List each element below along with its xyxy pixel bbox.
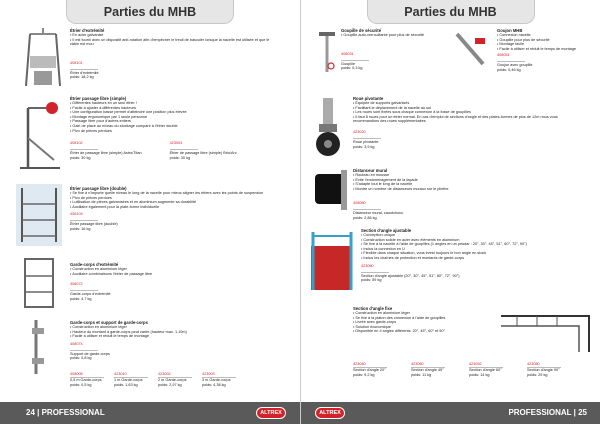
block-title: Section d'angle fixe: [353, 306, 393, 311]
article-weight: poids: 2,86 kg: [353, 215, 377, 220]
article-weight: poids: 14 kg: [469, 372, 490, 377]
block-stud: [497, 28, 597, 73]
right-page: [300, 0, 600, 424]
bullet: • Goupille auto-verrouillante pour plus de sécurité: [341, 33, 441, 38]
bullet: • Différentes hauteurs en un seul étrier !: [70, 101, 280, 106]
article-desc: 3 m Garde-corps: [202, 378, 231, 382]
bullet: • Inclus les chaînes de protection et montants de garde-corps: [361, 256, 591, 261]
block-title: Distanceur mural: [353, 168, 388, 173]
variant: [411, 362, 445, 377]
bullet: • Disponible en 4 angles différents: 20°, 45°, 60° et 90°: [353, 329, 493, 334]
block-end-stirrup: [70, 28, 275, 80]
block-title: Étrier d'extrémité: [70, 28, 105, 33]
block-title: Étrier passage libre (double): [70, 186, 127, 191]
divider: [361, 272, 389, 273]
bullet: • Auxiliaire combinaisons l'étrier de passage libre: [70, 272, 270, 277]
article-weight: poids: 4,38 kg: [202, 382, 226, 387]
fixed-corner-image: [497, 308, 593, 356]
article-desc: Distanceur mural, caoutchouc: [353, 211, 404, 216]
block-title: Étrier passage libre (simple): [70, 96, 127, 101]
footer-left: [0, 402, 300, 424]
block-title: Garde-corps d'extrémité: [70, 262, 119, 267]
bullet: • Construction en aluminium léger: [70, 267, 270, 272]
bullet: • Pivo de pièces perdues: [70, 196, 285, 201]
bullet: • Hauteur du montant à garde-corps peut varier (hauteur max. 1,10m): [70, 330, 275, 335]
bullet: • Construction en aluminium léger: [353, 311, 493, 316]
variant: [527, 362, 561, 377]
block-end-guardrail: [70, 262, 270, 301]
variant: [202, 372, 236, 387]
block-safety-pin: [341, 28, 441, 71]
bullet: • Auxiliaire également pour la plate-forme individuelle: [70, 205, 285, 210]
article-code: 423060: [361, 263, 374, 268]
article-code: 423003: [169, 141, 183, 146]
article-code: 408005: [70, 372, 104, 378]
article-desc: Étrier de passage libre (simple) Brio/Arc: [169, 151, 237, 156]
bullet: • Montre un nombre de distanceurs muraux sur le plinthe: [353, 187, 553, 192]
bullet: • Une configuration basse permet d'atteindre une position plus élevée: [70, 110, 280, 115]
article-code: 408101: [70, 60, 83, 65]
divider: [341, 60, 369, 61]
divider: [170, 149, 198, 150]
article-weight: poids: 59 kg: [361, 278, 382, 283]
adjustable-corner-image: [309, 226, 355, 298]
article-code: 423040: [353, 362, 387, 368]
bullet: • Les roues sont fixées sous chaque connexion à la fosse de goupilles: [353, 110, 578, 115]
article-desc: Section d'angle 45°: [411, 368, 444, 372]
bullet: • Flexible dans chaque situation, vous évest toujours le bon angle en stock: [361, 251, 591, 256]
block-adjustable-corner: [361, 228, 591, 283]
bullet: • Livrée avec garde-corps: [353, 320, 493, 325]
brand-logo: [315, 407, 345, 419]
bullet: • Goupille pour plus de sécurité: [497, 38, 597, 43]
bullet: • Solution économique: [353, 325, 493, 330]
bullet: • Facile à ajuster à différentes hauteurs: [70, 106, 280, 111]
article-code: 423020: [353, 129, 366, 134]
bullet: • Montage facile: [497, 42, 597, 47]
block-free-passage-double: [70, 186, 285, 232]
article-weight: poids: 0,46 kg: [497, 67, 521, 72]
article-weight: poids: 11 kg: [411, 372, 432, 377]
article-desc: Goupille: [341, 61, 355, 66]
logo-text: ALTREX: [319, 410, 341, 416]
block-title: Roue pivotante: [353, 96, 384, 101]
article-weight: poids: 9,2 kg: [353, 372, 375, 377]
page-title-right: Parties du MHB: [367, 0, 535, 24]
article-desc: Garde-corps d'extrémité: [70, 292, 111, 297]
article-weight: poids: 4,7 kg: [70, 296, 92, 301]
logo-text: ALTREX: [260, 410, 282, 416]
article-code: 423052: [469, 362, 503, 368]
wall-spacer-image: [311, 166, 351, 216]
corner-variants: [353, 362, 561, 377]
block-wall-spacer: [353, 168, 553, 221]
article-desc: 1 m Garde-corps: [114, 378, 143, 382]
article-weight: poids: 30 kg: [169, 155, 191, 160]
article-code: 408051: [497, 53, 510, 58]
article-desc: 0,5 m Garde-corps: [70, 378, 102, 382]
article-weight: poids: 29 kg: [527, 372, 548, 377]
bullet: • Équipée de supports galvanisés: [353, 101, 578, 106]
article-weight: poids: 16 kg: [70, 226, 91, 231]
article-weight: poids: 18,2 kg: [70, 75, 94, 80]
bullet: • Construction en aluminium léger: [70, 325, 275, 330]
variant: [114, 372, 148, 387]
bullet: • Connexion nacelle: [497, 33, 597, 38]
article-weight: poids: 2,97 kg: [158, 382, 182, 387]
block-fixed-corner: [353, 306, 493, 334]
article-desc: Roue pivotante: [353, 139, 379, 144]
article-desc: Section d'angle 90°: [527, 368, 560, 372]
page-number: 24 | PROFESSIONAL: [26, 408, 105, 417]
article-desc: Section d'angle 20°: [353, 368, 386, 372]
bullet: • Lutilisation de pièces galvanisées et en aluminium augmente sa durabilité: [70, 200, 285, 205]
divider: [70, 149, 98, 150]
bullet: • Inclus la connexion en U: [361, 247, 591, 252]
swivel-wheel-image: [313, 96, 343, 158]
bullet: • Pivo de pièces perdues: [70, 129, 280, 134]
free-passage-single-image: [16, 98, 64, 178]
bullet: • Facile à utiliser et réduit le temps de montage: [70, 334, 275, 339]
divider: [353, 209, 381, 210]
bullet: • Se fixe à n'importe quelle niveau le long de la nacelle pour mieux aligner les étriers avec les points de suspension: [70, 191, 285, 196]
bullet: • Gain de place au niveau du stockage comparé à l'étrier double: [70, 124, 280, 129]
variant: [158, 372, 192, 387]
variant: [70, 372, 104, 387]
bullet: • Conception unique: [361, 233, 591, 238]
article-code: 423060: [411, 362, 445, 368]
bullet: • En acier galvanisé: [70, 33, 275, 38]
article-desc: Étrier passage libre (double): [70, 222, 118, 227]
bullet: • Rouleau en mousse: [353, 173, 553, 178]
article-desc: Section d'angle ajustable (20°, 30°, 45°, 51°, 60°, 72°, 90°): [361, 273, 460, 278]
divider: [70, 290, 98, 291]
block-free-passage-single: [70, 96, 280, 160]
end-stirrup-image: [24, 26, 62, 96]
article-desc: Étrier d'extrémité: [70, 70, 99, 75]
block-title: Goupille de sécurité: [341, 28, 382, 33]
bullet: • Il est fourni avec un dispositif anti-rotation afin d'empêcher le treuil de basculer lorsque la nacelle est utilisée et que le câble est mou: [70, 38, 275, 47]
free-passage-double-image: [16, 184, 62, 246]
bullet: • Se fixe à la nacelle à l'aide de goupilles (1 angles en un peudar : 20°, 30°, 45°, 51°, 60°, 72°, 90°): [361, 242, 591, 247]
article-weight: poids: 1,63 kg: [114, 382, 138, 387]
article-code: 423002: [158, 372, 192, 378]
page-title-left: Parties du MHB: [66, 0, 234, 24]
bullet: • Passage libre pour d'autres entiers: [70, 119, 280, 124]
brand-logo: [256, 407, 286, 419]
article-desc: Goujon avec goupille: [497, 63, 533, 68]
bullet: • Construction solide en acier avec éléments en aluminium: [361, 238, 591, 243]
article-weight: poids: 3,9 kg: [353, 144, 375, 149]
divider: [353, 138, 381, 139]
block-guardrail-support: [70, 320, 275, 361]
footer-right: [301, 402, 600, 424]
article-desc: 2 m Garde-corps: [158, 378, 187, 382]
article-weight: poids: 0,8 kg: [70, 356, 92, 361]
divider: [497, 61, 525, 62]
bullet: • Facilitant le déplacement de la nacelle au sol: [353, 106, 578, 111]
article-desc: Support de garde-corps: [70, 351, 110, 356]
article-code: 408031: [341, 51, 354, 56]
bullet: • Il faut 8 roues pour un étrier normal. En cas d'emploi de sections d'angle et des plates-formes de plus de 12m nous vous recommandons des roues supplémentaires: [353, 115, 578, 124]
bullet: • Facile à utiliser et réduit le temps de montage: [497, 47, 597, 52]
article-code: 423003: [202, 372, 236, 378]
bullet: • S'adapte tout le long de la nacelle: [353, 182, 553, 187]
bullet: • Se fixe à la platon des connexion à l'aide de goupilles: [353, 316, 493, 321]
divider: [70, 69, 98, 70]
article-desc: Étrier de passage libre (simple) Astro/Titan: [70, 151, 142, 156]
end-guardrail-image: [22, 256, 56, 310]
page-number: PROFESSIONAL | 25: [508, 408, 587, 417]
block-title: Section d'angle ajustable: [361, 228, 412, 233]
article-weight: poids: 30 kg: [70, 155, 91, 160]
variant: [353, 362, 387, 377]
article-code: 423010: [114, 372, 148, 378]
block-title: Garde-corps et support de garde-corps: [70, 320, 148, 325]
article-code: 408074: [70, 341, 83, 346]
article-code: 408072: [70, 282, 83, 287]
variant: [469, 362, 503, 377]
article-weight: poids: 0,5 kg: [70, 382, 92, 387]
block-swivel-wheel: [353, 96, 578, 149]
article-code: 408080: [353, 201, 366, 206]
article-desc: Section d'angle 60°: [469, 368, 502, 372]
article-code: 408102: [70, 141, 83, 146]
bullet: • Évite l'endommagement de la façade: [353, 178, 553, 183]
bullet: • Montage ergonomique par 1 seule personne: [70, 115, 280, 120]
divider: [70, 350, 98, 351]
stud-image: [451, 28, 491, 72]
article-weight: poids: 0,3 kg: [341, 66, 363, 71]
safety-pin-image: [317, 30, 337, 74]
article-code: 423080: [527, 362, 561, 368]
block-title: Goujon MHB: [497, 28, 523, 33]
guardrail-variants: [70, 372, 236, 387]
article-code: 408103: [70, 212, 83, 217]
guardrail-support-image: [26, 318, 54, 376]
